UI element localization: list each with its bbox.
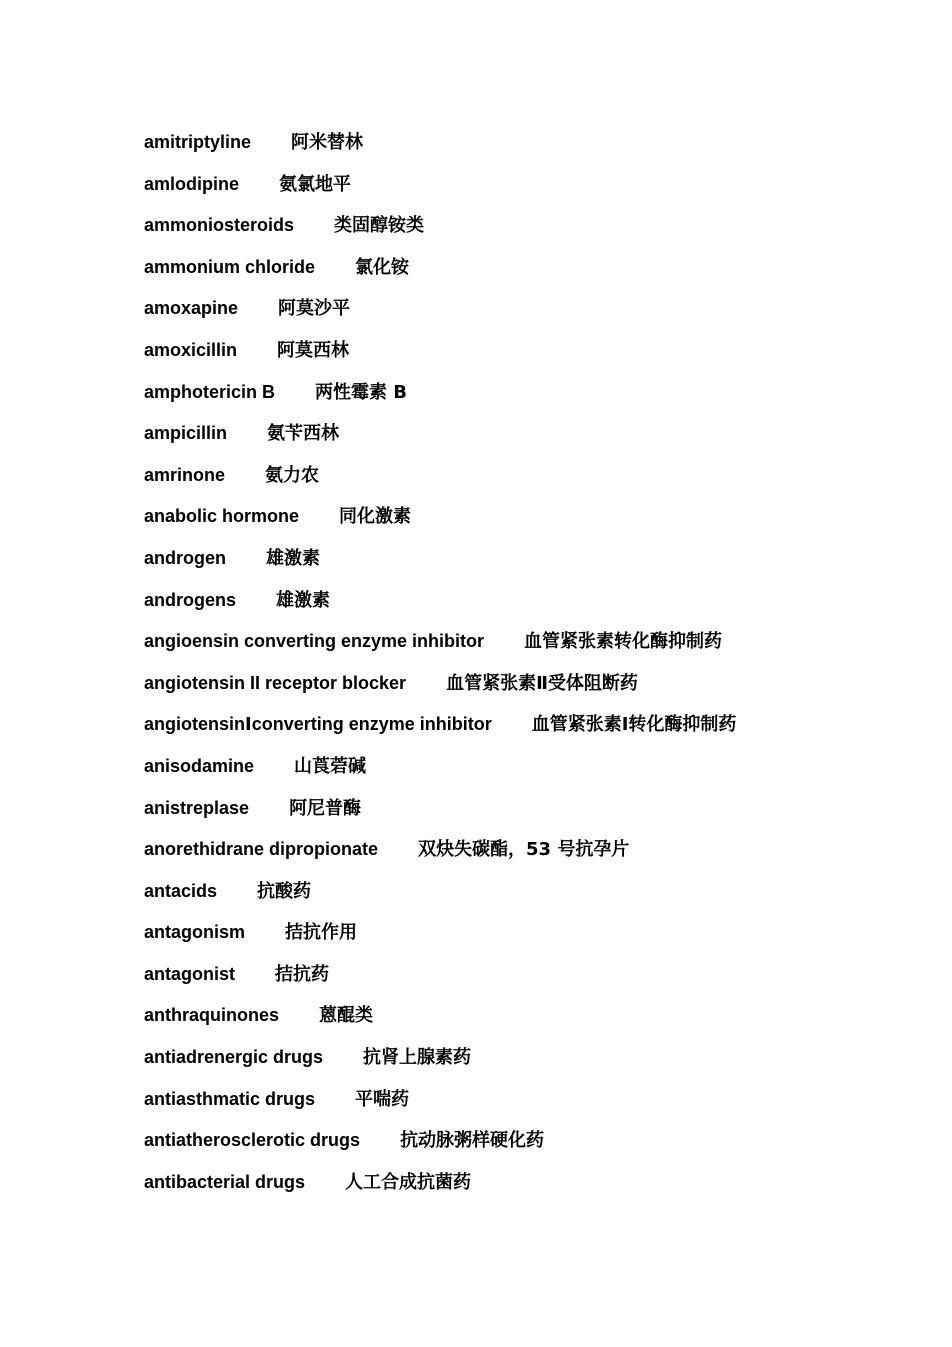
english-term: antiadrenergic drugs — [144, 1047, 324, 1068]
english-term: anthraquinones — [144, 1005, 280, 1026]
chinese-term: 拮抗作用 — [285, 922, 358, 944]
glossary-list — [144, 130, 736, 1211]
english-term: angiotensinⅠconverting enzyme inhibitor — [144, 714, 492, 735]
glossary-entry — [144, 1003, 736, 1045]
glossary-entry — [144, 712, 736, 754]
chinese-term: 氨氯地平 — [279, 173, 352, 195]
english-term: anisodamine — [144, 755, 255, 776]
english-term: amoxapine — [144, 298, 239, 319]
chinese-term: 阿莫西林 — [277, 339, 350, 361]
chinese-term: 阿莫沙平 — [278, 298, 351, 320]
chinese-term: 血管紧张素Ⅱ受体阻断药 — [446, 672, 638, 694]
english-term: antiasthmatic drugs — [144, 1088, 316, 1109]
glossary-entry — [144, 588, 736, 630]
glossary-entry — [144, 546, 736, 588]
glossary-entry — [144, 754, 736, 796]
chinese-term: 双炔失碳酯，53 号抗孕片 — [418, 839, 630, 861]
glossary-entry — [144, 671, 736, 713]
chinese-term: 血管紧张素转化酶抑制药 — [524, 631, 723, 653]
glossary-entry — [144, 1045, 736, 1087]
chinese-term: 雄激素 — [266, 547, 321, 569]
chinese-term: 蒽醌类 — [319, 1005, 374, 1027]
chinese-term: 阿尼普酶 — [289, 797, 362, 819]
chinese-term: 抗酸药 — [257, 880, 312, 902]
chinese-term: 氯化铵 — [355, 256, 410, 278]
glossary-entry — [144, 962, 736, 1004]
glossary-entry — [144, 172, 736, 214]
english-term: anorethidrane dipropionate — [144, 839, 379, 860]
chinese-term: 同化激素 — [339, 506, 412, 528]
english-term: antagonism — [144, 922, 246, 943]
chinese-term: 雄激素 — [276, 589, 331, 611]
glossary-entry — [144, 421, 736, 463]
chinese-term: 拮抗药 — [275, 963, 330, 985]
glossary-entry — [144, 629, 736, 671]
english-term: antacids — [144, 880, 218, 901]
glossary-entry — [144, 338, 736, 380]
english-term: ammoniosteroids — [144, 215, 295, 236]
chinese-term: 氨力农 — [265, 464, 320, 486]
english-term: androgen — [144, 547, 227, 568]
english-term: antiatherosclerotic drugs — [144, 1130, 361, 1151]
english-term: antagonist — [144, 963, 236, 984]
chinese-term: 抗动脉粥样硬化药 — [400, 1130, 545, 1152]
glossary-entry — [144, 796, 736, 838]
glossary-entry — [144, 1170, 736, 1212]
chinese-term: 平喘药 — [355, 1088, 410, 1110]
chinese-term: 人工合成抗菌药 — [345, 1171, 472, 1193]
chinese-term: 阿米替林 — [291, 132, 364, 153]
chinese-term: 血管紧张素Ⅰ转化酶抑制药 — [531, 714, 737, 736]
english-term: amitriptyline — [144, 132, 252, 152]
glossary-entry — [144, 920, 736, 962]
chinese-term: 类固醇铵类 — [334, 215, 425, 237]
english-term: amrinone — [144, 464, 226, 485]
glossary-entry — [144, 463, 736, 505]
glossary-entry — [144, 130, 736, 172]
english-term: ampicillin — [144, 423, 228, 444]
glossary-entry — [144, 213, 736, 255]
glossary-entry — [144, 255, 736, 297]
glossary-entry — [144, 879, 736, 921]
english-term: angioensin converting enzyme inhibitor — [144, 631, 485, 652]
english-term: ammonium chloride — [144, 256, 316, 277]
english-term: anistreplase — [144, 797, 250, 818]
english-term: antibacterial drugs — [144, 1171, 306, 1192]
english-term: angiotensin II receptor blocker — [144, 672, 407, 693]
chinese-term: 两性霉素 B — [315, 381, 408, 403]
english-term: amlodipine — [144, 173, 240, 194]
english-term: anabolic hormone — [144, 506, 300, 527]
chinese-term: 氨苄西林 — [267, 423, 340, 445]
english-term: amoxicillin — [144, 339, 238, 360]
chinese-term: 山莨菪碱 — [294, 755, 367, 777]
english-term: amphotericin B — [144, 381, 276, 402]
glossary-entry — [144, 1128, 736, 1170]
glossary-entry — [144, 296, 736, 338]
glossary-entry — [144, 837, 736, 879]
glossary-entry — [144, 504, 736, 546]
glossary-entry — [144, 1087, 736, 1129]
glossary-entry — [144, 380, 736, 422]
chinese-term: 抗肾上腺素药 — [363, 1047, 472, 1069]
english-term: androgens — [144, 589, 237, 610]
